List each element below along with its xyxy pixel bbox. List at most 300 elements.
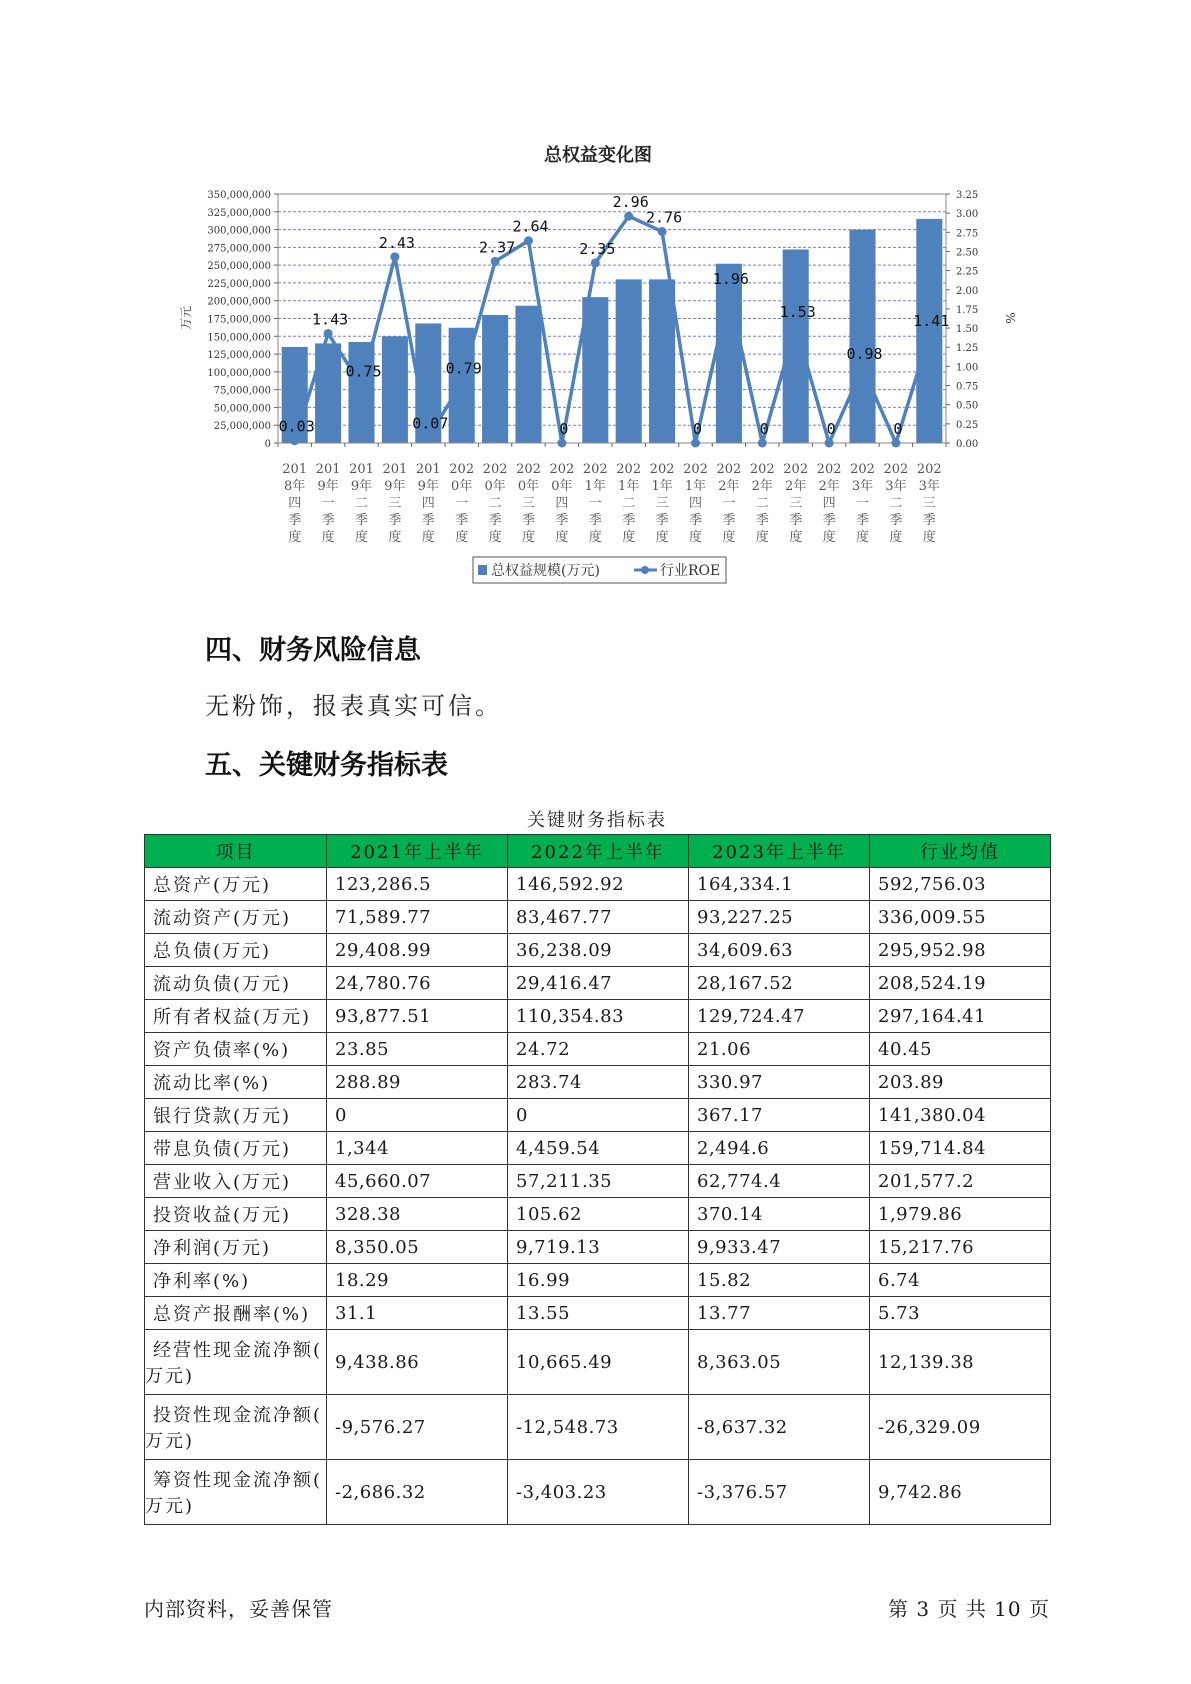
x-category-label: 季 [655, 513, 669, 528]
y-left-tick-label: 75,000,000 [213, 385, 271, 397]
roe-data-label: 2.43 [378, 233, 415, 252]
cell: 159,714.84 [870, 1132, 1051, 1165]
roe-point [658, 227, 667, 236]
x-category-label: 三 [655, 496, 669, 511]
roe-data-label: 1.96 [712, 269, 749, 288]
cell: 203.89 [870, 1066, 1051, 1099]
cell: 367.17 [689, 1099, 870, 1132]
y-left-tick-label: 250,000,000 [207, 261, 271, 273]
header-2023h1: 2023年上半年 [689, 835, 870, 868]
row-label [145, 1460, 327, 1525]
cell: 0 [327, 1099, 508, 1132]
cell: 29,408.99 [327, 934, 508, 967]
cell: 146,592.92 [508, 868, 689, 901]
x-category-label: 度 [622, 530, 636, 545]
x-category-label: 度 [922, 530, 936, 545]
row-label-line1: 投资性现金流净额( [153, 1405, 323, 1426]
section-4-text: 无粉饰，报表真实可信。 [205, 692, 502, 720]
row-label-line1: 经营性现金流净额( [153, 1340, 323, 1361]
x-category-label: 四 [555, 496, 569, 511]
roe-point [591, 258, 600, 267]
x-category-label: 三 [521, 496, 536, 511]
x-category-label: 202 [716, 462, 742, 477]
x-category-label: 度 [722, 530, 736, 545]
roe-data-label: 0.07 [412, 414, 449, 433]
x-category-label: 1年 [651, 479, 673, 494]
x-category-label: 度 [388, 530, 402, 545]
roe-data-label: 0 [692, 420, 703, 438]
x-category-label: 度 [755, 530, 769, 545]
roe-data-label: 1.53 [779, 302, 816, 321]
cell: 330.97 [689, 1066, 870, 1099]
x-category-label: 1年 [684, 479, 707, 494]
cell: 23.85 [327, 1033, 508, 1066]
x-category-label: 201 [382, 462, 408, 477]
x-category-label: 三 [388, 496, 402, 511]
y-left-tick-label: 175,000,000 [207, 314, 271, 326]
roe-point [357, 381, 366, 390]
row-label [145, 1330, 327, 1395]
x-category-label: 二 [488, 496, 502, 511]
roe-point [825, 439, 834, 448]
cell: 24,780.76 [327, 967, 508, 1000]
cell: 1,979.86 [870, 1198, 1051, 1231]
x-category-label: 季 [388, 513, 402, 528]
y-right-tick-label: 2.25 [956, 266, 979, 278]
cell: 93,877.51 [327, 1000, 508, 1033]
chart-legend [473, 557, 726, 583]
x-category-label: 8年 [284, 479, 306, 494]
x-category-label: 一 [722, 496, 736, 511]
x-category-label: 202 [549, 462, 575, 477]
cell: 10,665.49 [508, 1330, 689, 1395]
cell: 370.14 [689, 1198, 870, 1231]
x-category-label: 季 [722, 513, 736, 528]
chart-axes [274, 194, 950, 447]
section-5-heading: 五、关键财务指标表 [205, 750, 448, 781]
roe-data-label: 0 [826, 420, 836, 438]
roe-data-label: 2.37 [479, 238, 516, 257]
x-category-label: 二 [622, 496, 636, 511]
table-row [145, 1033, 1051, 1066]
cell: 16.99 [508, 1264, 689, 1297]
x-category-label: 季 [488, 513, 502, 528]
roe-data-label: 0.98 [846, 344, 883, 363]
table-header-row [145, 835, 1051, 868]
chart-title: 总权益变化图 [544, 145, 652, 166]
y-left-tick-label: 25,000,000 [213, 421, 271, 433]
cell: 5.73 [870, 1297, 1051, 1330]
x-category-label: 季 [889, 513, 903, 528]
cell: 283.74 [508, 1066, 689, 1099]
x-category-label: 202 [649, 462, 675, 477]
equity-bar [382, 336, 408, 443]
cell: 45,660.07 [327, 1165, 508, 1198]
equity-bar [849, 230, 875, 443]
y-right-tick-label: 2.75 [956, 228, 979, 240]
roe-point [858, 363, 867, 372]
y-right-tick-label: 2.50 [956, 247, 979, 259]
x-category-label: 季 [922, 513, 936, 528]
cell: 13.77 [689, 1297, 870, 1330]
cell: 6.74 [870, 1264, 1051, 1297]
row-label-line2: 万元) [145, 1496, 195, 1517]
row-label: 流动比率(%) [145, 1066, 327, 1099]
roe-data-label: 2.76 [646, 208, 683, 227]
roe-point [290, 436, 299, 445]
y-left-tick-label: 200,000,000 [207, 296, 271, 308]
roe-data-label: 0 [893, 420, 903, 438]
cell: 28,167.52 [689, 967, 870, 1000]
roe-data-label: 0.79 [445, 359, 482, 378]
row-label-line1: 筹资性现金流净额( [153, 1470, 323, 1491]
x-category-label: 四 [288, 496, 302, 511]
y-left-tick-label: 300,000,000 [207, 225, 271, 237]
header-2021h1: 2021年上半年 [327, 835, 508, 868]
x-category-label: 度 [655, 530, 669, 545]
cell: 9,438.86 [327, 1330, 508, 1395]
equity-bar [482, 315, 508, 443]
cell: 9,742.86 [870, 1460, 1051, 1525]
cell: 288.89 [327, 1066, 508, 1099]
roe-data-label: 1.41 [913, 311, 950, 330]
x-category-label: 度 [855, 530, 870, 545]
cell: 13.55 [508, 1297, 689, 1330]
x-category-label: 9年 [350, 479, 373, 494]
row-label: 总资产报酬率(%) [145, 1297, 327, 1330]
cell: -12,548.73 [508, 1395, 689, 1460]
x-category-label: 3年 [885, 479, 907, 494]
x-category-label: 度 [288, 530, 302, 545]
table-row [145, 901, 1051, 934]
x-category-label: 季 [822, 513, 836, 528]
footer-confidential-note: 内部资料，妥善保管 [144, 1597, 333, 1621]
x-category-label: 2年 [818, 479, 840, 494]
x-category-label: 季 [688, 513, 703, 528]
roe-point [557, 439, 566, 448]
cell: -8,637.32 [689, 1395, 870, 1460]
roe-data-label: 2.64 [512, 217, 549, 236]
cell: 36,238.09 [508, 934, 689, 967]
x-category-label: 2年 [718, 479, 740, 494]
x-category-label: 0年 [517, 479, 540, 494]
x-category-label: 季 [354, 513, 369, 528]
y-left-tick-label: 275,000,000 [207, 243, 271, 255]
header-item: 项目 [145, 835, 327, 868]
row-label-line2: 万元) [145, 1431, 195, 1452]
legend-line-label: 行业ROE [660, 563, 721, 579]
x-category-label: 202 [883, 462, 909, 477]
y-right-tick-label: 0.75 [956, 381, 979, 393]
x-category-label: 1年 [584, 479, 606, 494]
cell: -3,403.23 [508, 1460, 689, 1525]
roe-point [424, 433, 433, 442]
legend-bar-label: 总权益规模(万元) [491, 563, 600, 579]
cell: 201,577.2 [870, 1165, 1051, 1198]
roe-point [491, 257, 500, 266]
x-category-label: 季 [622, 513, 636, 528]
cell: 15.82 [689, 1264, 870, 1297]
row-label: 净利率(%) [145, 1264, 327, 1297]
y-right-tick-label: 0.50 [956, 400, 979, 412]
x-category-label: 3年 [851, 479, 874, 494]
x-category-label: 201 [415, 462, 441, 477]
cell: 129,724.47 [689, 1000, 870, 1033]
x-category-label: 度 [822, 530, 836, 545]
cell: 141,380.04 [870, 1099, 1051, 1132]
header-industry-avg: 行业均值 [870, 835, 1051, 868]
x-category-label: 201 [315, 462, 341, 477]
cell: 24.72 [508, 1033, 689, 1066]
y-left-tick-label: 0 [264, 439, 271, 450]
x-category-label: 202 [616, 462, 642, 477]
x-category-label: 季 [855, 513, 870, 528]
cell: 21.06 [689, 1033, 870, 1066]
x-category-label: 度 [321, 530, 335, 545]
cell: 57,211.35 [508, 1165, 689, 1198]
y-right-tick-label: 0.25 [956, 419, 979, 431]
x-category-label: 季 [789, 513, 803, 528]
cell: 0 [508, 1099, 689, 1132]
cell: -3,376.57 [689, 1460, 870, 1525]
y-right-tick-label: 1.75 [956, 304, 979, 316]
cell: -2,686.32 [327, 1460, 508, 1525]
cell: 110,354.83 [508, 1000, 689, 1033]
row-label: 流动资产(万元) [145, 901, 327, 934]
x-category-label: 9年 [417, 479, 439, 494]
roe-point [791, 321, 800, 330]
cell: 9,933.47 [689, 1231, 870, 1264]
x-category-label: 二 [889, 496, 903, 511]
cell: 4,459.54 [508, 1132, 689, 1165]
y-right-tick-label: 1.50 [956, 324, 979, 336]
y-left-tick-label: 150,000,000 [207, 332, 271, 344]
table-caption: 关键财务指标表 [527, 810, 667, 831]
table-row [145, 1264, 1051, 1297]
cell: 34,609.63 [689, 934, 870, 967]
x-category-label: 四 [822, 496, 836, 511]
roe-data-label: 2.96 [612, 193, 649, 212]
x-category-label: 1年 [618, 479, 640, 494]
cell: 71,589.77 [327, 901, 508, 934]
roe-point [891, 439, 900, 448]
x-category-label: 202 [783, 462, 809, 477]
y-left-tick-label: 50,000,000 [213, 403, 271, 415]
roe-data-label: 0 [759, 420, 769, 438]
equity-bar [649, 279, 675, 443]
cell: 93,227.25 [689, 901, 870, 934]
x-category-label: 季 [455, 513, 469, 528]
x-category-label: 2年 [751, 479, 773, 494]
x-category-label: 一 [321, 496, 335, 511]
roe-data-label: 0.03 [278, 417, 315, 436]
y-left-tick-label: 225,000,000 [207, 278, 271, 290]
row-label: 总资产(万元) [145, 868, 327, 901]
x-category-label: 三 [922, 496, 936, 511]
x-category-label: 0年 [451, 479, 473, 494]
x-category-label: 202 [449, 462, 475, 477]
x-category-label: 四 [421, 496, 435, 511]
y-right-tick-label: 2.00 [956, 285, 979, 297]
legend-line-marker [641, 566, 649, 574]
x-category-label: 度 [555, 530, 569, 545]
x-category-label: 三 [789, 496, 803, 511]
x-category-label: 202 [683, 462, 708, 477]
cell: 2,494.6 [689, 1132, 870, 1165]
table-row [145, 1297, 1051, 1330]
table-row [145, 1395, 1051, 1460]
row-label: 净利润(万元) [145, 1231, 327, 1264]
row-label-line2: 万元) [145, 1366, 195, 1387]
cell: 18.29 [327, 1264, 508, 1297]
x-category-label: 0年 [484, 479, 506, 494]
row-label [145, 1395, 327, 1460]
cell: 29,416.47 [508, 967, 689, 1000]
roe-point [624, 212, 633, 221]
x-category-label: 季 [421, 513, 435, 528]
x-category-label: 度 [789, 530, 803, 545]
cell: -9,576.27 [327, 1395, 508, 1460]
y-right-tick-label: 3.00 [956, 209, 979, 221]
y-right-tick-label: 1.25 [956, 343, 979, 355]
key-financial-indicators-table [144, 834, 1051, 1525]
x-category-label: 202 [816, 462, 842, 477]
x-category-label: 度 [588, 530, 602, 545]
cell: 8,363.05 [689, 1330, 870, 1395]
x-category-label: 0年 [551, 479, 573, 494]
x-category-label: 度 [488, 530, 502, 545]
roe-point [724, 288, 733, 297]
y-right-tick-label: 1.00 [956, 362, 979, 374]
x-category-label: 四 [688, 496, 703, 511]
cell: 62,774.4 [689, 1165, 870, 1198]
y-axis-left-label: 万元 [179, 305, 193, 331]
y-left-tick-label: 325,000,000 [207, 207, 271, 219]
x-category-label: 季 [521, 513, 536, 528]
equity-bar [515, 306, 541, 443]
roe-data-label: 0 [559, 420, 569, 438]
roe-point [691, 439, 700, 448]
table-row [145, 967, 1051, 1000]
cell: 328.38 [327, 1198, 508, 1231]
equity-chart [0, 0, 1191, 600]
row-label: 银行贷款(万元) [145, 1099, 327, 1132]
y-left-tick-label: 100,000,000 [207, 367, 271, 379]
y-left-tick-label: 350,000,000 [207, 190, 271, 201]
legend-bar-swatch [478, 565, 487, 575]
x-category-label: 一 [455, 496, 469, 511]
cell: 31.1 [327, 1297, 508, 1330]
roe-data-label: 1.43 [312, 310, 349, 329]
x-category-label: 202 [482, 462, 508, 477]
x-category-label: 202 [916, 462, 942, 477]
x-category-label: 202 [850, 462, 875, 477]
x-category-label: 度 [421, 530, 435, 545]
x-category-label: 二 [755, 496, 769, 511]
cell: 123,286.5 [327, 868, 508, 901]
y-right-tick-label: 3.25 [956, 190, 979, 201]
roe-data-label: 2.35 [579, 239, 616, 258]
row-label: 资产负债率(%) [145, 1033, 327, 1066]
x-category-label: 一 [588, 496, 602, 511]
equity-bar [616, 279, 642, 443]
x-category-label: 202 [582, 462, 608, 477]
x-category-label: 9年 [317, 479, 339, 494]
y-left-tick-label: 125,000,000 [207, 350, 271, 362]
x-category-label: 季 [588, 513, 602, 528]
cell: 297,164.41 [870, 1000, 1051, 1033]
roe-point [524, 236, 533, 245]
cell: 336,009.55 [870, 901, 1051, 934]
cell: 105.62 [508, 1198, 689, 1231]
y-axis-right-label: % [1003, 312, 1017, 324]
cell: 208,524.19 [870, 967, 1051, 1000]
roe-point [925, 330, 934, 339]
x-category-label: 度 [455, 530, 469, 545]
roe-point [324, 329, 333, 338]
row-label: 所有者权益(万元) [145, 1000, 327, 1033]
table-row [145, 868, 1051, 901]
cell: 15,217.76 [870, 1231, 1051, 1264]
cell: 12,139.38 [870, 1330, 1051, 1395]
x-category-label: 2年 [785, 479, 807, 494]
row-label: 总负债(万元) [145, 934, 327, 967]
x-category-label: 201 [349, 462, 374, 477]
y-right-tick-label: 0.00 [956, 439, 979, 450]
table-row [145, 1066, 1051, 1099]
table-row [145, 1460, 1051, 1525]
cell: 1,344 [327, 1132, 508, 1165]
row-label: 流动负债(万元) [145, 967, 327, 1000]
table-row [145, 1000, 1051, 1033]
footer-page-number: 第 3 页 共 10 页 [888, 1597, 1050, 1621]
x-category-label: 3年 [918, 479, 940, 494]
table-row [145, 934, 1051, 967]
x-category-label: 季 [288, 513, 302, 528]
cell: 164,334.1 [689, 868, 870, 901]
table-row [145, 1231, 1051, 1264]
cell: 83,467.77 [508, 901, 689, 934]
x-category-label: 202 [749, 462, 775, 477]
row-label: 营业收入(万元) [145, 1165, 327, 1198]
cell: 8,350.05 [327, 1231, 508, 1264]
header-2022h1: 2022年上半年 [508, 835, 689, 868]
cell: 40.45 [870, 1033, 1051, 1066]
cell: -26,329.09 [870, 1395, 1051, 1460]
table-row [145, 1132, 1051, 1165]
table-row [145, 1099, 1051, 1132]
x-category-label: 二 [354, 496, 369, 511]
roe-point [457, 378, 466, 387]
cell: 295,952.98 [870, 934, 1051, 967]
x-category-label: 季 [755, 513, 769, 528]
roe-data-label: 0.75 [345, 362, 382, 381]
equity-bar [783, 249, 809, 443]
table-row [145, 1330, 1051, 1395]
table-row [145, 1198, 1051, 1231]
roe-point [390, 252, 399, 261]
x-category-label: 季 [555, 513, 569, 528]
row-label: 投资收益(万元) [145, 1198, 327, 1231]
x-category-label: 度 [354, 530, 369, 545]
cell: 9,719.13 [508, 1231, 689, 1264]
x-category-label: 201 [282, 462, 308, 477]
section-4-heading: 四、财务风险信息 [205, 635, 421, 666]
x-category-label: 度 [889, 530, 903, 545]
x-category-label: 度 [688, 530, 703, 545]
x-category-label: 202 [516, 462, 541, 477]
x-category-label: 季 [321, 513, 335, 528]
